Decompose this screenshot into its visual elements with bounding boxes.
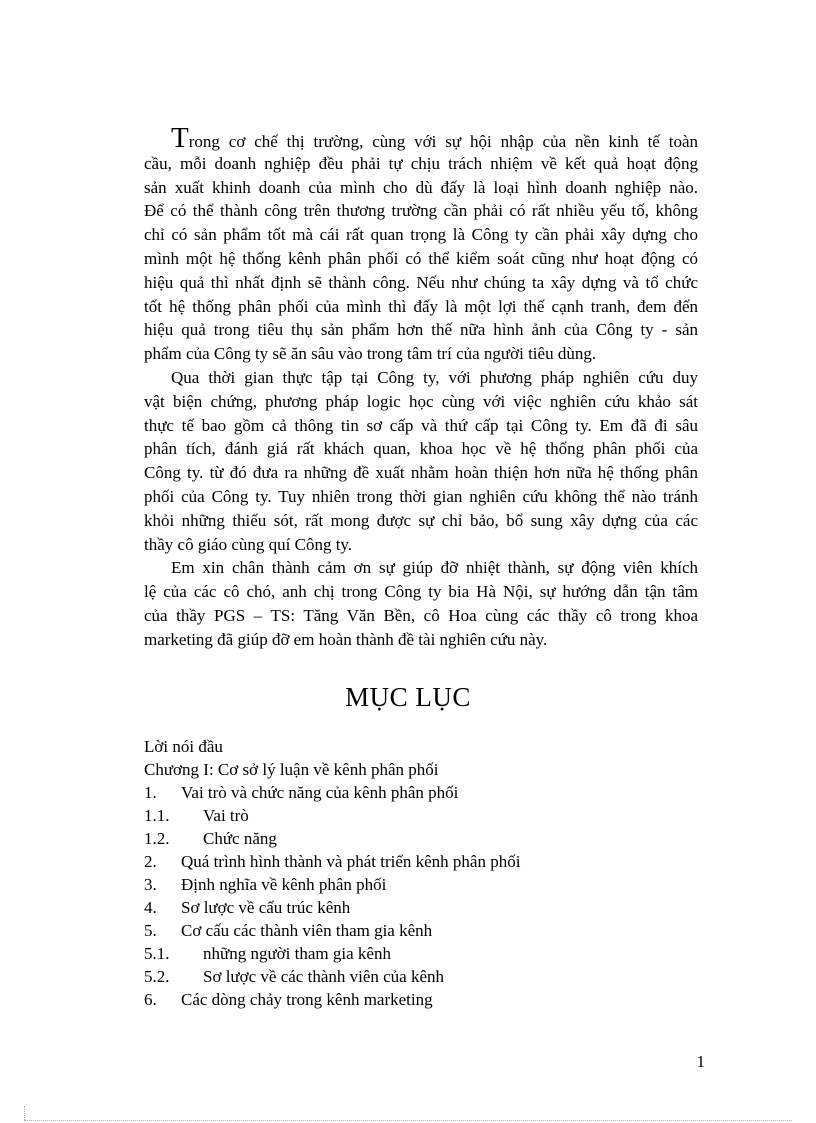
toc-entry-label: những người tham gia kênh xyxy=(203,944,391,963)
line-text: phân tích, đánh giá rất khách quan, khoa học về hệ thống phân phối của xyxy=(144,439,698,459)
introduction-body xyxy=(144,122,698,652)
line-text: sản xuất khinh doanh của mình cho dù đấy là loại hình doanh nghiệp nào. xyxy=(144,177,698,197)
line-text: mình một hệ thống kênh phân phối có thể kiểm soát cũng như hoạt động có xyxy=(144,248,698,268)
text-line xyxy=(144,318,698,342)
toc-entry-label: Vai trò xyxy=(203,806,249,825)
line-text: Để có thể thành công trên thương trường cần phải có rất nhiều yếu tố, không xyxy=(144,201,698,221)
text-line xyxy=(144,152,698,176)
line-text: Công ty. từ đó đưa ra những đề xuất nhằm hoàn thiện hơn nữa hệ thống phân xyxy=(144,463,698,483)
line-text: chỉ có sản phẩm tốt mà cái rất quan trọng là Công ty cần phải xây dựng cho xyxy=(144,225,698,245)
drop-cap-letter: T xyxy=(171,122,189,154)
text-line xyxy=(144,414,698,438)
toc-entry-label: Sơ lược về các thành viên của kênh xyxy=(203,967,445,986)
page-corner-mark xyxy=(24,1106,25,1120)
paragraph-2 xyxy=(144,366,698,556)
toc-entry-label: Chức năng xyxy=(203,829,277,848)
line-text: rong cơ chế thị trường, cùng với sự hội nhập của nền kinh tế toàn xyxy=(188,132,698,151)
text-line xyxy=(144,437,698,461)
line-text: lệ của các cô chó, anh chị trong Công ty bia Hà Nội, sự hướng dẫn tận tâm xyxy=(144,582,698,602)
text-line xyxy=(144,390,698,414)
line-text: khỏi những thiếu sót, rất mong được sự chỉ bảo, bổ sung xây dựng của các xyxy=(144,510,698,530)
page-bottom-border xyxy=(24,1120,792,1121)
toc-entry-number: 1. xyxy=(144,783,157,802)
toc-entry-number: 5. xyxy=(144,921,157,940)
toc-entry-number: 3. xyxy=(144,875,157,894)
text-line xyxy=(144,271,698,295)
line-text: marketing đã giúp đỡ em hoàn thành đề tài nghiên cứu này. xyxy=(144,629,548,649)
toc-entry-number: 6. xyxy=(144,990,157,1009)
text-line xyxy=(144,247,698,271)
toc-entry-label: Cơ cấu các thành viên tham gia kênh xyxy=(181,921,433,940)
toc-entry-number: 1.2. xyxy=(144,829,170,848)
line-text: cầu, mỗi doanh nghiệp đều phải tự chịu trách nhiệm về kết quả hoạt động xyxy=(144,153,698,173)
line-text: phối của Công ty. Tuy nhiên trong thời gian nghiên cứu không thể nào tránh xyxy=(144,486,698,506)
toc-entry-label: Lời nói đầu xyxy=(144,737,223,756)
text-line xyxy=(144,461,698,485)
toc-entry-label: Vai trò và chức năng của kênh phân phối xyxy=(181,783,459,802)
text-line xyxy=(144,366,698,390)
text-line xyxy=(144,580,698,604)
line-text: phẩm của Công ty sẽ ăn sâu vào trong tâm trí của người tiêu dùng. xyxy=(144,344,597,364)
toc-entry-number: 1.1. xyxy=(144,806,170,825)
text-line xyxy=(144,223,698,247)
toc-entry-label: Sơ lược về cấu trúc kênh xyxy=(181,898,351,917)
line-text: Em xin chân thành cảm ơn sự giúp đỡ nhiệt thành, sự động viên khích xyxy=(171,558,698,578)
text-line xyxy=(144,342,698,366)
text-line xyxy=(144,533,698,557)
paragraph-3 xyxy=(144,556,698,651)
text-line xyxy=(144,509,698,533)
text-line xyxy=(144,295,698,319)
toc-title: MỤC LỤC xyxy=(345,682,471,712)
line-text: thầy cô giáo cùng quí Công ty. xyxy=(144,534,353,554)
line-text: của thầy PGS – TS: Tăng Văn Bền, cô Hoa cùng các thầy cô trong khoa xyxy=(144,605,698,625)
toc-entry-number: 5.2. xyxy=(144,967,170,986)
text-line xyxy=(144,122,698,154)
toc-entry-number: 2. xyxy=(144,852,157,871)
text-line xyxy=(144,628,698,652)
text-line xyxy=(144,556,698,580)
line-text: vật biện chứng, phương pháp logic học cùng với việc nghiên cứu khảo sát xyxy=(144,391,698,411)
line-text: hiệu quả trong tiêu thụ sản phẩm hơn thế nữa hình ảnh của Công ty - sản xyxy=(144,320,698,340)
toc-entry-label: Quá trình hình thành và phát triển kênh phân phối xyxy=(181,852,521,871)
toc-entry-number: 5.1. xyxy=(144,944,170,963)
toc-entry-label: Các dòng chảy trong kênh marketing xyxy=(181,990,433,1009)
line-text: Qua thời gian thực tập tại Công ty, với phương pháp nghiên cứu duy xyxy=(171,367,698,387)
paragraph-1 xyxy=(144,122,698,366)
toc-entry-number: 4. xyxy=(144,898,157,917)
page-number: 1 xyxy=(696,1052,705,1071)
text-line xyxy=(144,604,698,628)
text-line xyxy=(144,485,698,509)
line-text: thực tế bao gồm cả thông tin sơ cấp và thứ cấp tại Công ty. Em đã đi sâu xyxy=(144,415,698,435)
text-line xyxy=(144,199,698,223)
text-line xyxy=(144,176,698,200)
line-text: hiệu quả thì nhất định sẽ thành công. Nếu như chúng ta xây dựng và tổ chức xyxy=(144,272,698,292)
toc-entry-label: Định nghĩa về kênh phân phối xyxy=(181,875,387,894)
toc-entry-label: Chương I: Cơ sở lý luận về kênh phân phối xyxy=(144,760,439,779)
line-text: tốt hệ thống phân phối của mình thì đấy là một lợi thế cạnh tranh, đem đến xyxy=(144,296,698,316)
